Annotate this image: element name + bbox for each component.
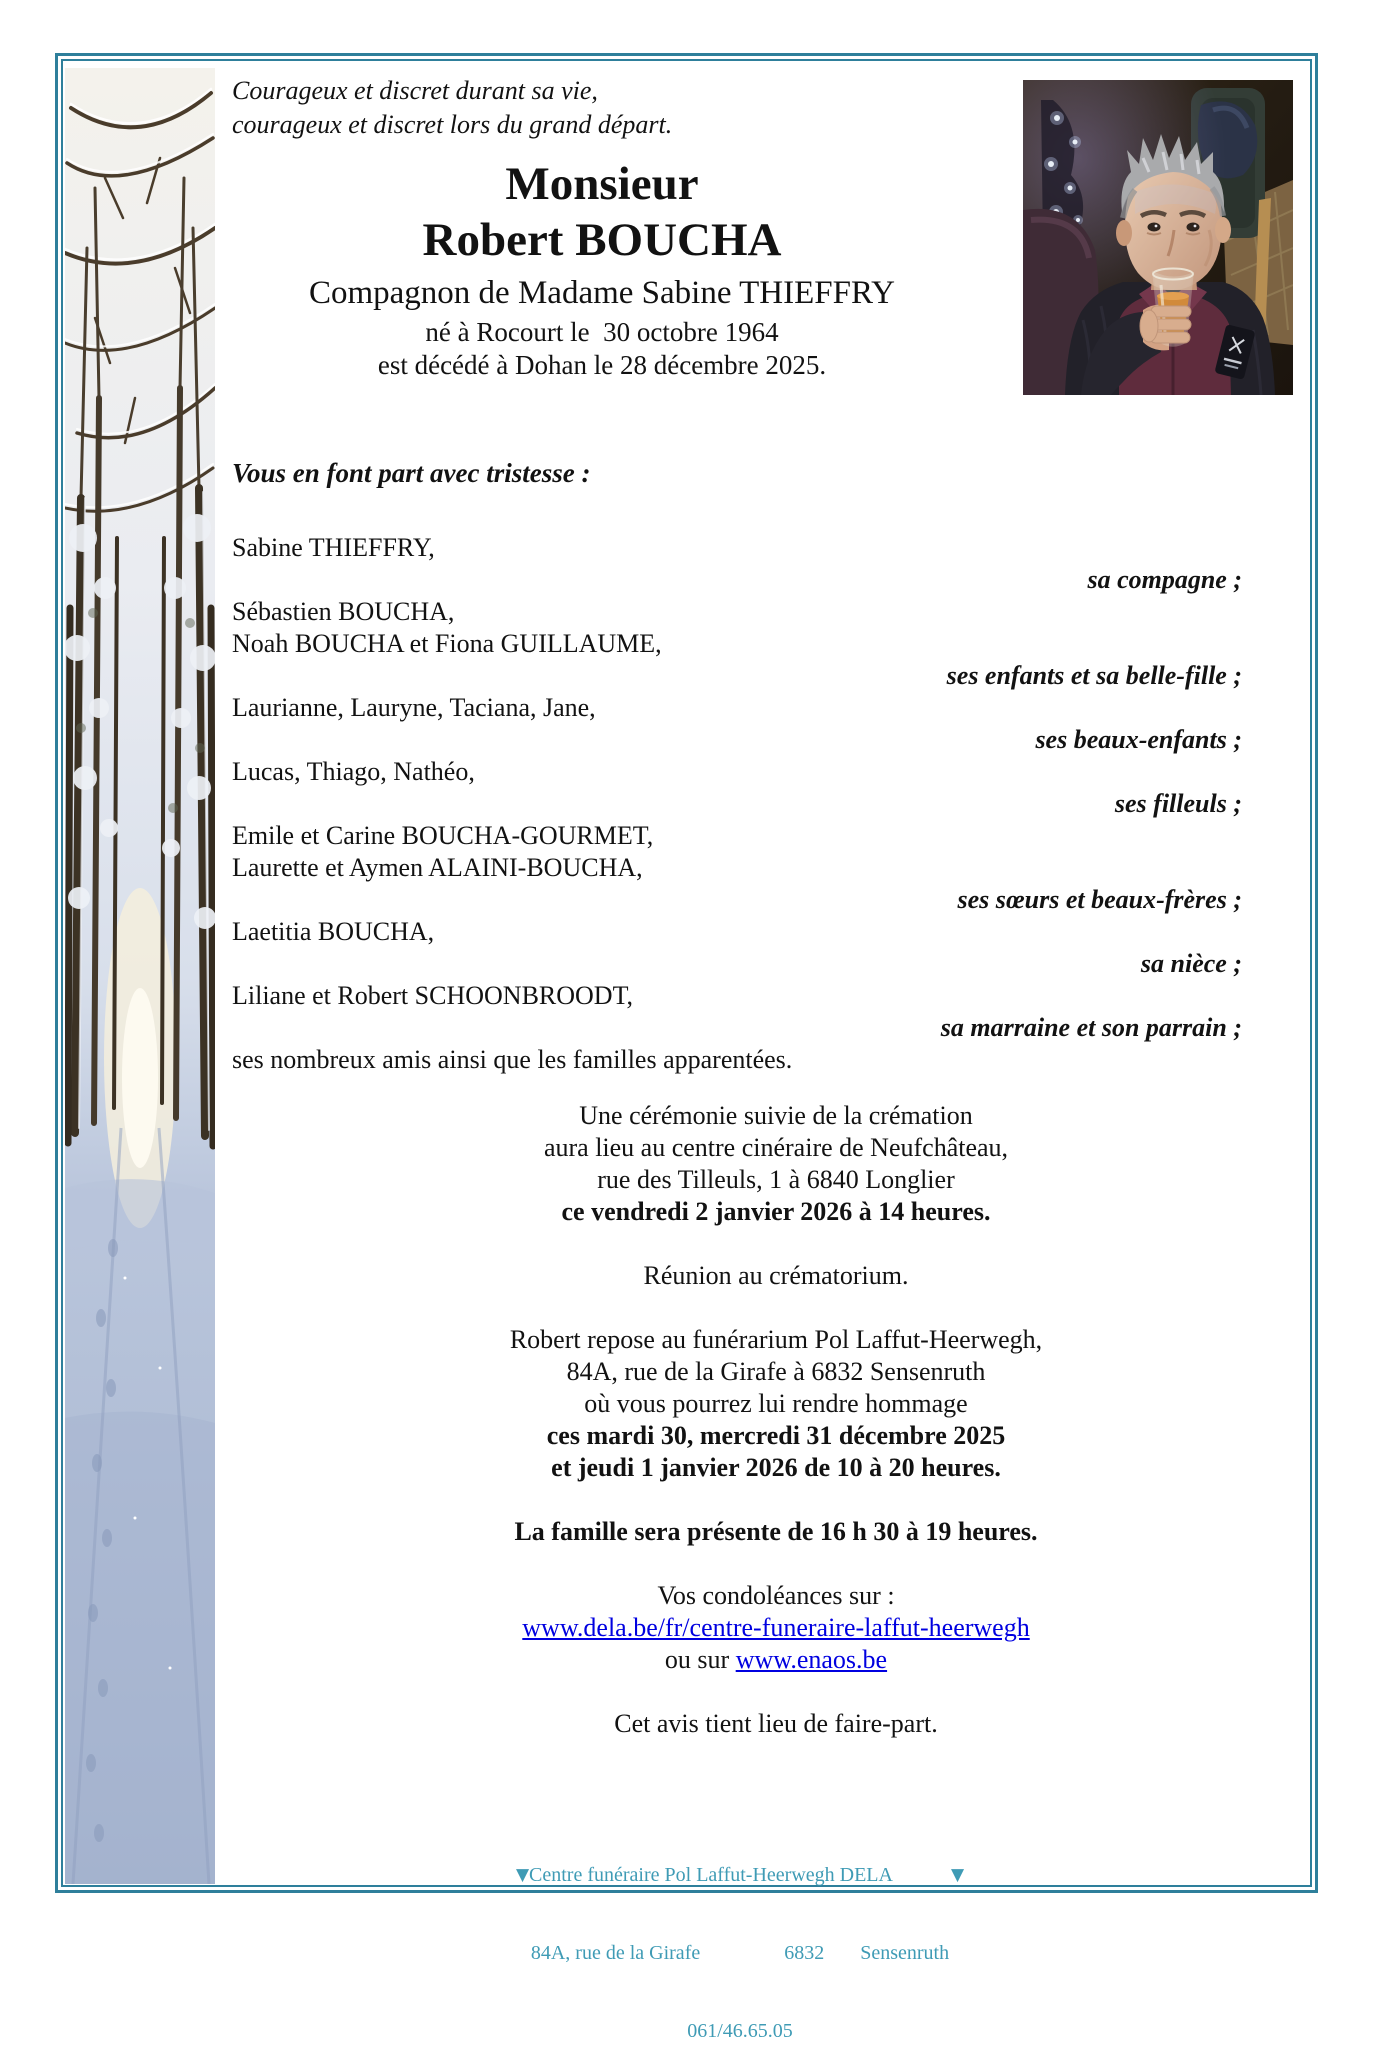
ceremony-line-1: Une cérémonie suivie de la crémation	[579, 1101, 973, 1130]
repose-line-1: Robert repose au funérarium Pol Laffut-Heerwegh,	[509, 1325, 1043, 1354]
family-line: Emile et Carine BOUCHA-GOURMET,	[232, 821, 654, 850]
family-line: Noah BOUCHA et Fiona GUILLAUME,	[232, 629, 662, 658]
triangle-down-icon: ▼	[950, 1865, 965, 1885]
repose-paragraph	[310, 1324, 1242, 1484]
family-line: sa compagne ;	[1087, 565, 1242, 594]
footer-city: Sensenruth	[860, 1942, 950, 1964]
family-line: Laurette et Aymen ALAINI-BOUCHA,	[232, 853, 643, 882]
family-list	[232, 532, 1242, 1076]
portrait-illustration	[1023, 80, 1293, 395]
birth-line: né à Rocourt le 30 octobre 1964	[425, 317, 779, 347]
reunion-line: Réunion au crématorium.	[643, 1261, 909, 1290]
family-line: ses enfants et sa belle-fille ;	[946, 661, 1242, 690]
epitaph-line-2: courageux et discret lors du grand départ.	[232, 110, 673, 139]
notice-line: Cet avis tient lieu de faire-part.	[614, 1709, 938, 1738]
funeral-home-footer	[185, 1810, 1295, 2070]
family-line: Laurianne, Lauryne, Taciana, Jane,	[232, 693, 596, 722]
family-line: Sabine THIEFFRY,	[232, 533, 435, 562]
repose-line-3: où vous pourrez lui rendre hommage	[584, 1389, 968, 1418]
deceased-name: Robert BOUCHA	[422, 214, 782, 266]
family-line: ses sœurs et beaux-frères ;	[957, 885, 1242, 914]
winter-forest-illustration	[65, 68, 215, 1884]
ceremony-line-2: aura lieu au centre cinéraire de Neufchâteau,	[543, 1133, 1009, 1162]
family-line: Liliane et Robert SCHOONBROODT,	[232, 981, 634, 1010]
footer-address: 84A, rue de la Girafe	[530, 1942, 701, 1964]
family-line: sa marraine et son parrain ;	[940, 1013, 1242, 1042]
footer-postal: 6832	[784, 1942, 825, 1964]
repose-dates-line-2: et jeudi 1 janvier 2026 de 10 à 20 heures.	[551, 1453, 1001, 1482]
dela-link[interactable]: www.dela.be/fr/centre-funeraire-laffut-heerwegh	[522, 1613, 1030, 1642]
condolences-intro: Vos condoléances sur :	[657, 1581, 895, 1610]
winter-forest-photo	[65, 68, 215, 1884]
family-presence-line: La famille sera présente de 16 h 30 à 19 heures.	[514, 1517, 1038, 1546]
announcement-line: Vous en font part avec tristesse :	[232, 458, 591, 488]
ceremony-paragraph	[310, 1100, 1242, 1228]
family-line: Laetitia BOUCHA,	[232, 917, 435, 946]
deceased-header	[232, 156, 972, 382]
ceremony-date-line: ce vendredi 2 janvier 2026 à 14 heures.	[561, 1197, 991, 1226]
condolences-paragraph	[310, 1580, 1242, 1676]
triangle-down-icon: ▼	[515, 1865, 530, 1885]
enaos-link[interactable]: www.enaos.be	[735, 1645, 888, 1674]
family-line: ses beaux-enfants ;	[1035, 725, 1242, 754]
ceremony-line-3: rue des Tilleuls, 1 à 6840 Longlier	[597, 1165, 955, 1194]
family-line: Sébastien BOUCHA,	[232, 597, 455, 626]
epitaph-quote	[232, 74, 672, 142]
partner-line: Compagnon de Madame Sabine THIEFFRY	[308, 275, 895, 311]
footer-company: Centre funéraire Pol Laffut-Heerwegh DELA	[529, 1864, 893, 1886]
title-monsieur: Monsieur	[505, 158, 699, 210]
family-line: sa nièce ;	[1140, 949, 1242, 978]
repose-dates-line-1: ces mardi 30, mercredi 31 décembre 2025	[546, 1421, 1006, 1450]
death-line: est décédé à Dohan le 28 décembre 2025.	[377, 350, 827, 380]
repose-line-2: 84A, rue de la Girafe à 6832 Sensenruth	[566, 1357, 986, 1386]
portrait-photo	[1023, 80, 1293, 395]
footer-line-1	[185, 1862, 1295, 1888]
family-line: ses filleuls ;	[1114, 789, 1242, 818]
footer-phone: 061/46.65.05	[687, 2020, 793, 2042]
family-line: Lucas, Thiago, Nathéo,	[232, 757, 475, 786]
epitaph-line-1: Courageux et discret durant sa vie,	[232, 76, 598, 105]
footer-line-2	[185, 1940, 1295, 1966]
ceremony-details	[310, 1100, 1242, 1772]
family-line: ses nombreux amis ainsi que les familles apparentées.	[232, 1045, 793, 1074]
hand-fingers	[1140, 306, 1191, 343]
enaos-prefix: ou sur	[664, 1645, 736, 1674]
